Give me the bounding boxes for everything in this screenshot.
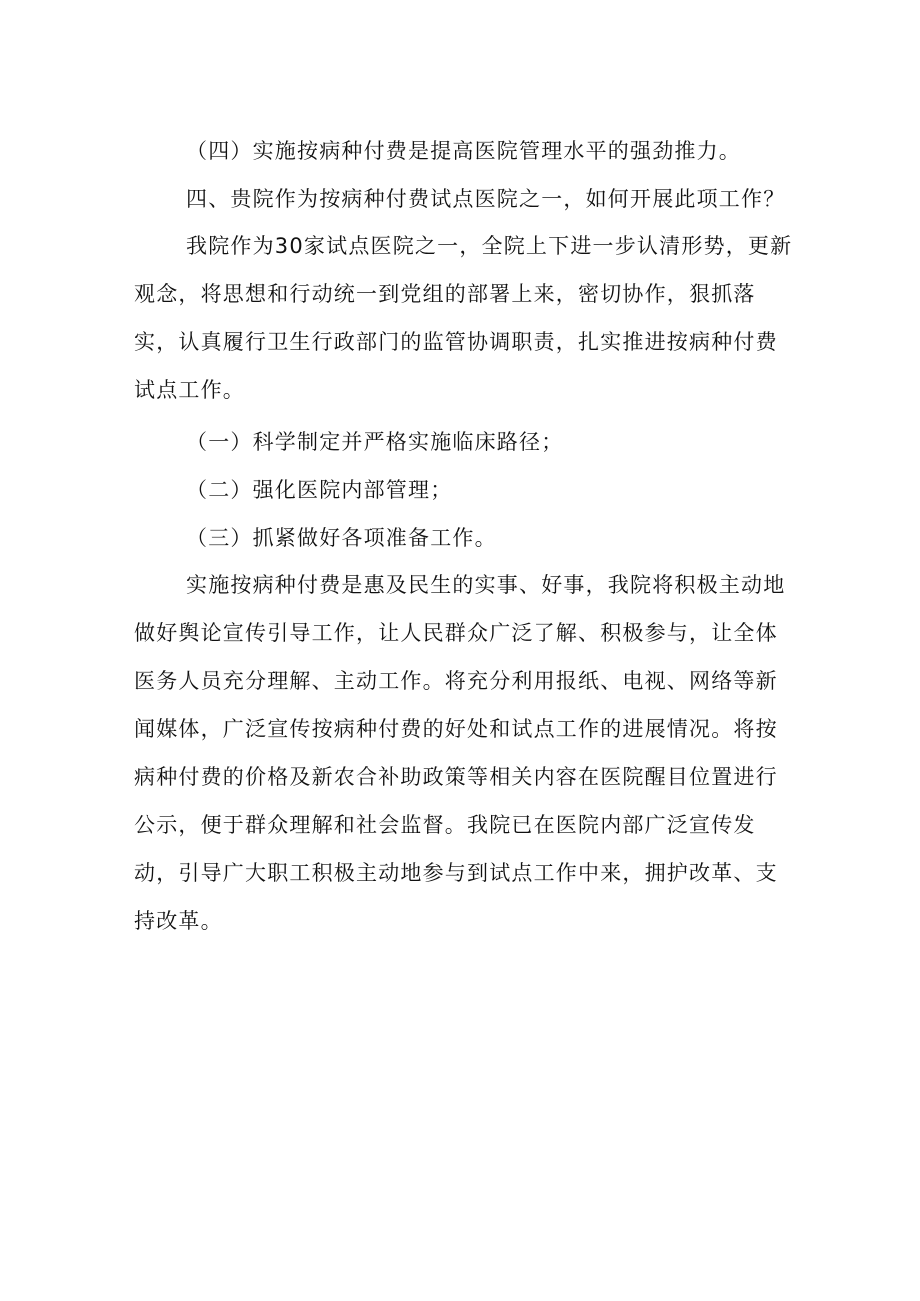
paragraph-item-one: （一）科学制定并严格实施临床路径； — [186, 430, 564, 454]
paragraph-item-two: （二）强化医院内部管理； — [186, 478, 453, 502]
paragraph-publicity: 实施按病种付费是惠及民生的实事、好事，我院将积极主动地做好舆论宣传引导工作，让人民群众广泛了解、积极参与，让全体医务人员充分理解、主动工作。将充分利用报纸、电视、网络等新闻媒体，广泛宣传按病种付费的好处和试点工作的进展情况。将按病种付费的价格及新农合补助政策等相关内容在医院醒目位置进行公示，便于群众理解和社会监督。我院已在医院内部广泛宣传发动，引导广大职工积极主动地参与到试点工作中来，拥护改革、支持改革。 — [134, 573, 786, 933]
paragraph-question-heading: 四、贵院作为按病种付费试点医院之一，如何开展此项工作？ — [186, 187, 786, 211]
paragraph-item-three: （三）抓紧做好各项准备工作。 — [186, 526, 497, 550]
paragraph-answer-intro: 我院作为30家试点医院之一，全院上下进一步认清形势，更新观念，将思想和行动统一到党组的部署上来，密切协作，狠抓落实，认真履行卫生行政部门的监管协调职责，扎实推进按病种付费试点工作。 — [134, 234, 793, 402]
paragraph-section-four: （四）实施按病种付费是提高医院管理水平的强劲推力。 — [186, 139, 741, 163]
